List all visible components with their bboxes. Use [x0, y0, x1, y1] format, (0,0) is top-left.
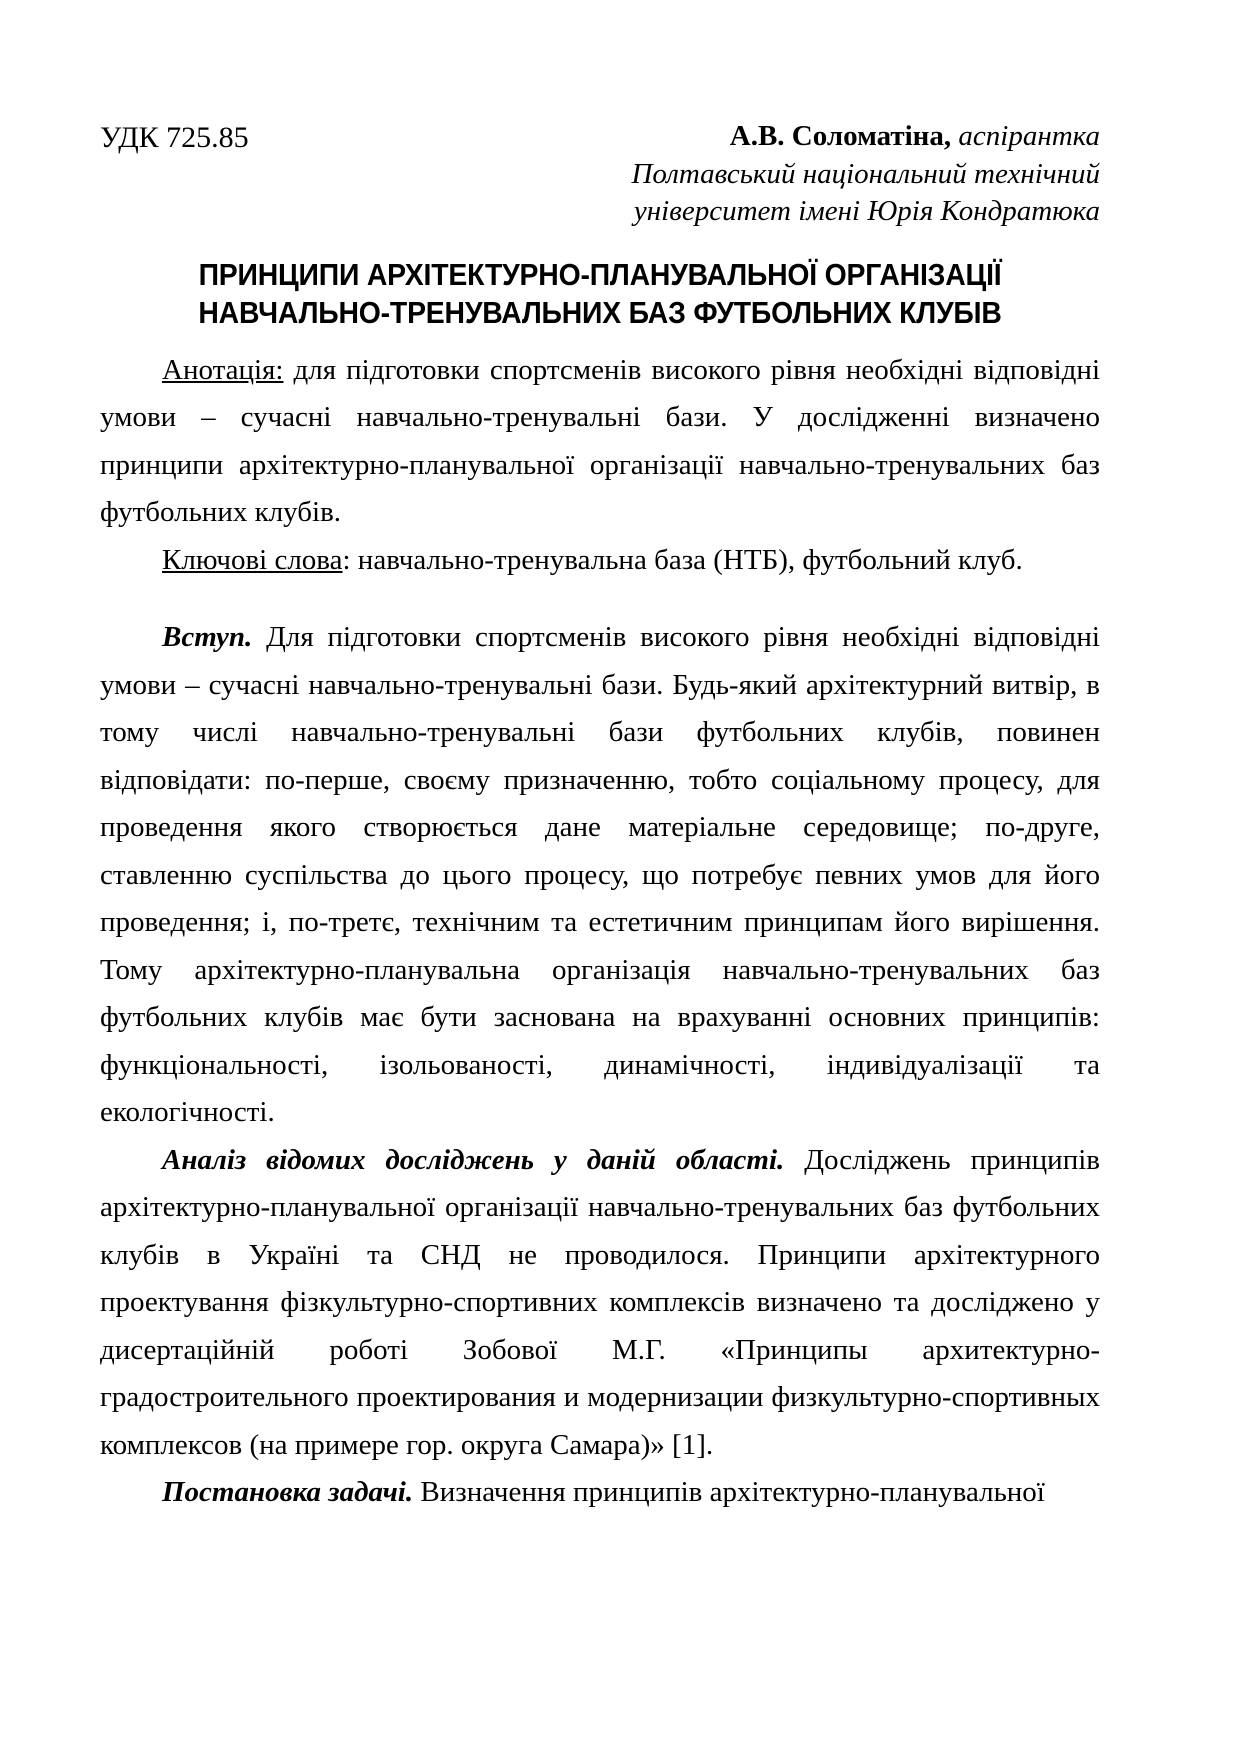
keywords-paragraph: [100, 537, 1100, 585]
section-problem: [100, 1469, 1100, 1517]
page-title: [100, 257, 1100, 333]
document-header: [100, 118, 1100, 231]
section-intro-heading: Вступ.: [162, 621, 253, 654]
keywords-text: : навчально-тренувальна база (НТБ), футбольний клуб.: [342, 543, 1023, 576]
section-intro-text: Для підготовки спортсменів високого рівня необхідні відповідні умови – сучасні навчально-тренувальні бази. Будь-який архітектурний витвір, в тому числі навчально-тренувальні бази футбольних клубів, повинен відповідати: по-перше, своєму призначенню, тобто соціальному процесу, для проведення якого створюється дане матеріальне середовище; по-друге, ставленню суспільства до цього процесу, що потребує певних умов для його проведення; і, по-третє, технічним та естетичним принципам його вирішення. Тому архітектурно-планувальна організація навчально-тренувальних баз футбольних клубів має бути заснована на врахуванні основних принципів: функціональності, ізольованості, динамічності, індивідуалізації та екологічності.: [100, 621, 1100, 1129]
abstract-label: Анотація:: [162, 353, 284, 386]
section-problem-text: Визначення принципів архітектурно-планувальної: [413, 1476, 1045, 1509]
udk-code: УДК 725.85: [100, 121, 249, 154]
title-line-2: НАВЧАЛЬНО-ТРЕНУВАЛЬНИХ БАЗ ФУТБОЛЬНИХ КЛУБІВ: [198, 295, 1002, 330]
section-analysis-text: Досліджень принципів архітектурно-планувальної організації навчально-тренувальних баз футбольних клубів в Україні та СНД не проводилося. Принципи архітектурного проектування фізкультурно-спортивних комплексів визначено та досліджено у дисертаційній роботі Зобової М.Г. «Принципы архитектурно-градостроительного проектирования и модернизации физкультурно-спортивных комплексов (на примере гор. округа Самара)» [1].: [100, 1143, 1100, 1461]
affiliation-line-2: університет імені Юрія Кондратюка: [633, 195, 1100, 228]
author-role: аспірантка: [958, 120, 1100, 152]
section-analysis: [100, 1137, 1100, 1470]
affiliation-line-1: Полтавський національний технічний: [631, 157, 1100, 190]
title-line-1: ПРИНЦИПИ АРХІТЕКТУРНО-ПЛАНУВАЛЬНОЇ ОРГАНІЗАЦІЇ: [198, 258, 1002, 293]
abstract-paragraph: [100, 347, 1100, 537]
section-analysis-heading: Аналіз відомих досліджень у даній області.: [162, 1143, 785, 1176]
author-block: [631, 118, 1100, 231]
keywords-label: Ключові слова: [162, 543, 343, 576]
author-line: [631, 118, 1100, 156]
section-intro: [100, 614, 1100, 1137]
section-problem-heading: Постановка задачі.: [162, 1476, 414, 1509]
abstract-text: для підготовки спортсменів високого рівня необхідні відповідні умови – сучасні навчально-тренувальні бази. У дослідженні визначено принципи архітектурно-планувальної організації навчально-тренувальних баз футбольних клубів.: [100, 353, 1100, 529]
author-name: А.В. Соломатіна,: [729, 120, 952, 152]
